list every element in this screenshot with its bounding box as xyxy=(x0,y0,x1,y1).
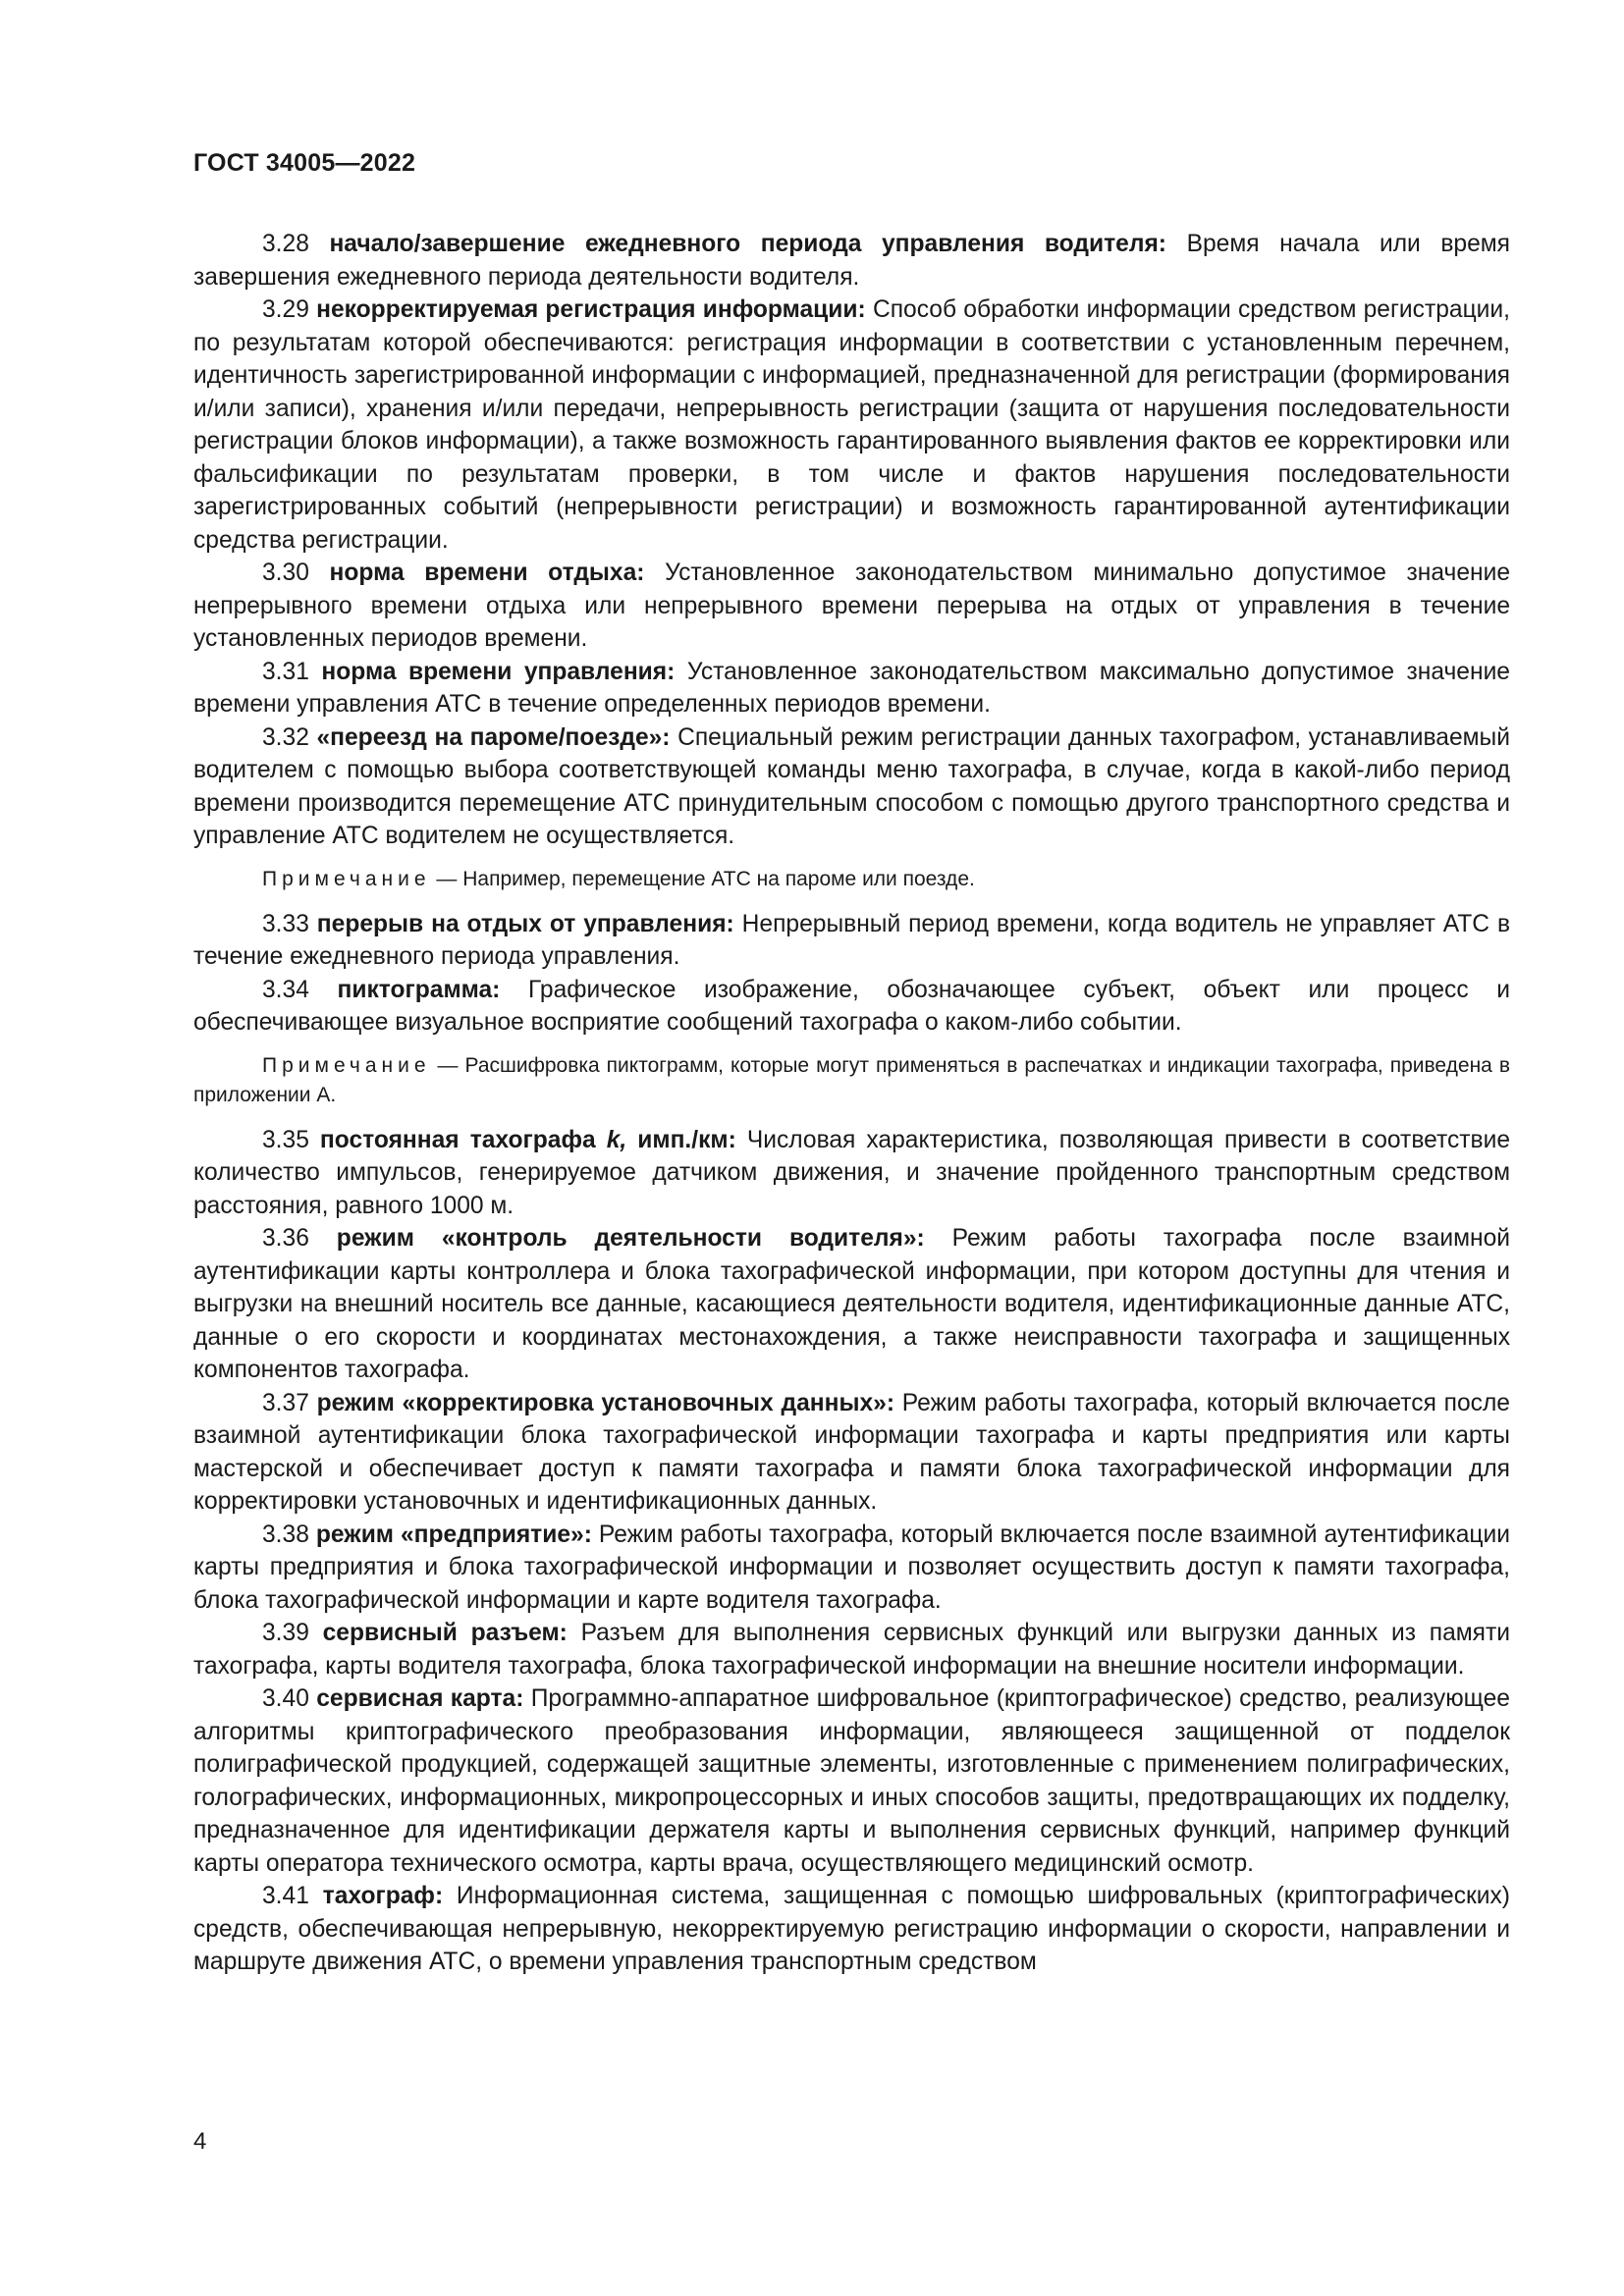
term-number: 3.28 xyxy=(262,231,309,257)
term-name: сервисная карта: xyxy=(316,1685,524,1712)
term-number: 3.29 xyxy=(262,296,309,323)
note-text: — Расшифровка пиктограмм, которые могут применяться в распечатках и индикации тахографа, приведена в приложении А. xyxy=(193,1053,1510,1106)
term-paragraph xyxy=(193,1387,1510,1519)
term-paragraph xyxy=(193,1617,1510,1682)
term-definition: Числовая характеристика, позволяющая привести в соответствие количество импульсов, генерируемое датчиком движения, и значение пройденного транспортным средством расстояния, равного 1000 м. xyxy=(193,1126,1511,1219)
term-number: 3.39 xyxy=(262,1620,309,1646)
term-definition: Непрерывный период времени, когда водитель не управляет АТС в течение ежедневного периода управления. xyxy=(193,910,1511,970)
term-definition: Информационная система, защищенная с помощью шифровальных (криптографических) средств, обеспечивающая непрерывную, некорректируемую регистрацию информации о скорости, направлении и маршруте движения АТС, о времени управления транспортным средством xyxy=(193,1883,1510,1975)
term-definition: Установленное законодательством максимально допустимое значение времени управления АТС в течение определенных периодов времени. xyxy=(193,658,1510,718)
term-name: постоянная тахографа xyxy=(319,1126,596,1153)
term-paragraph xyxy=(193,908,1510,974)
term-number: 3.33 xyxy=(262,910,309,937)
term-paragraph xyxy=(193,656,1510,721)
term-definition: Режим работы тахографа, который включается после взаимной аутентификации блока тахографической информации тахографа и карты предприятия или карты мастерской и обеспечивает доступ к памяти тахографа и памяти блока тахографической информации для корректировки установочных и идентификационных данных. xyxy=(193,1389,1510,1515)
term-name: некорректируемая регистрация информации: xyxy=(316,296,866,323)
term-paragraph xyxy=(193,1519,1510,1618)
note-label: Примечание xyxy=(262,1053,431,1077)
term-paragraph xyxy=(193,294,1510,557)
document-body xyxy=(193,228,1510,1979)
term-name: режим «предприятие»: xyxy=(315,1521,592,1548)
term-paragraph xyxy=(193,1682,1510,1880)
term-definition: Режим работы тахографа, который включается после взаимной аутентификации карты предприятия и блока тахографической информации и позволяет осуществить доступ к памяти тахографа, блока тахографической информации и карте водителя тахографа. xyxy=(193,1521,1510,1614)
term-name: норма времени отдыха: xyxy=(329,560,645,586)
note-label: Примечание xyxy=(262,867,431,890)
term-name: режим «корректировка установочных данных»: xyxy=(316,1389,895,1416)
term-definition: Установленное законодательством минимально допустимое значение непрерывного времени отдыха или непрерывного времени перерыва на отдых от управления в течение установленных периодов времени. xyxy=(193,560,1510,652)
term-symbol: k, xyxy=(595,1126,627,1153)
term-number: 3.30 xyxy=(262,560,309,586)
term-definition: Способ обработки информации средством регистрации, по результатам которой обеспечиваются: регистрация информации в соответствии с установленным перечнем, идентичность зарегистрированной информации с информацией, предназначенной для регистрации (формирования и/или записи), хранения и/или передачи, непрерывность регистрации (защита от нарушения последовательности регистрации блоков информации), а также возможность гарантированного выявления фактов ее корректировки или фальсификации по результатам проверки, в том числе и фактов нарушения последовательности зарегистрированных событий (непрерывности регистрации) и возможность гарантированной аутентификации средства регистрации. xyxy=(193,296,1510,554)
note-paragraph xyxy=(193,1051,1510,1110)
term-name: норма времени управления: xyxy=(321,658,676,685)
term-name: «переезд на пароме/поезде»: xyxy=(316,723,671,751)
term-number: 3.37 xyxy=(262,1389,309,1416)
term-number: 3.34 xyxy=(262,976,309,1003)
page-number: 4 xyxy=(193,2128,207,2155)
term-number: 3.41 xyxy=(262,1883,309,1909)
document-header: ГОСТ 34005—2022 xyxy=(193,149,416,177)
term-number: 3.38 xyxy=(262,1521,309,1548)
term-name: сервисный разъем: xyxy=(322,1620,568,1646)
term-definition: Специальный режим регистрации данных тахографом, устанавливаемый водителем с помощью выбора соответствующей команды меню тахографа, в случае, когда в какой-либо период времени производится перемещение АТС принудительным способом с помощью другого транспортного средства и управление АТС водителем не осуществляется. xyxy=(193,723,1510,849)
term-definition: Режим работы тахографа после взаимной аутентификации карты контроллера и блока тахографической информации, при котором доступны для чтения и выгрузки на внешний носитель все данные, касающиеся деятельности водителя, идентификационные данные АТС, данные о его скорости и координатах местонахождения, а также неисправности тахографа и защищенных компонентов тахографа. xyxy=(193,1225,1510,1383)
term-unit: имп./км: xyxy=(626,1126,736,1153)
term-paragraph xyxy=(193,1124,1510,1223)
term-name: пиктограмма: xyxy=(337,976,501,1003)
term-definition: Программно-аппаратное шифровальное (криптографическое) средство, реализующее алгоритмы криптографического преобразования информации, являющееся защищенной от подделок полиграфической продукцией, содержащей защитные элементы, изготовленные с применением полиграфических, голографических, информационных, микропроцессорных и иных способов защиты, предотвращающих их подделку, предназначенное для идентификации держателя карты и выполнения сервисных функций, например функций карты оператора технического осмотра, карты врача, осуществляющего медицинский осмотр. xyxy=(193,1685,1510,1877)
term-paragraph xyxy=(193,228,1510,294)
term-paragraph xyxy=(193,721,1510,853)
term-paragraph xyxy=(193,557,1510,656)
term-name: перерыв на отдых от управления: xyxy=(316,910,734,937)
term-number: 3.40 xyxy=(262,1685,309,1712)
term-number: 3.35 xyxy=(262,1126,309,1153)
term-definition: Разъем для выполнения сервисных функций или выгрузки данных из памяти тахографа, карты водителя тахографа, блока тахографической информации на внешние носители информации. xyxy=(193,1620,1510,1680)
term-number: 3.36 xyxy=(262,1225,309,1252)
term-name: тахограф: xyxy=(322,1883,444,1909)
term-paragraph xyxy=(193,1222,1510,1387)
term-definition: Время начала или время завершения ежедневного периода деятельности водителя. xyxy=(193,231,1511,291)
term-number: 3.32 xyxy=(262,723,309,751)
note-text: — Например, перемещение АТС на пароме или поезде. xyxy=(430,867,975,890)
term-number: 3.31 xyxy=(262,658,309,685)
term-name: начало/завершение ежедневного периода управления водителя: xyxy=(329,231,1167,257)
term-name: режим «контроль деятельности водителя»: xyxy=(336,1225,925,1252)
note-paragraph xyxy=(193,865,1510,894)
term-paragraph xyxy=(193,974,1510,1040)
term-definition: Графическое изображение, обозначающее субъект, объект или процесс и обеспечивающее визуальное восприятие сообщений тахографа о каком-либо событии. xyxy=(193,976,1510,1036)
term-paragraph xyxy=(193,1880,1510,1979)
